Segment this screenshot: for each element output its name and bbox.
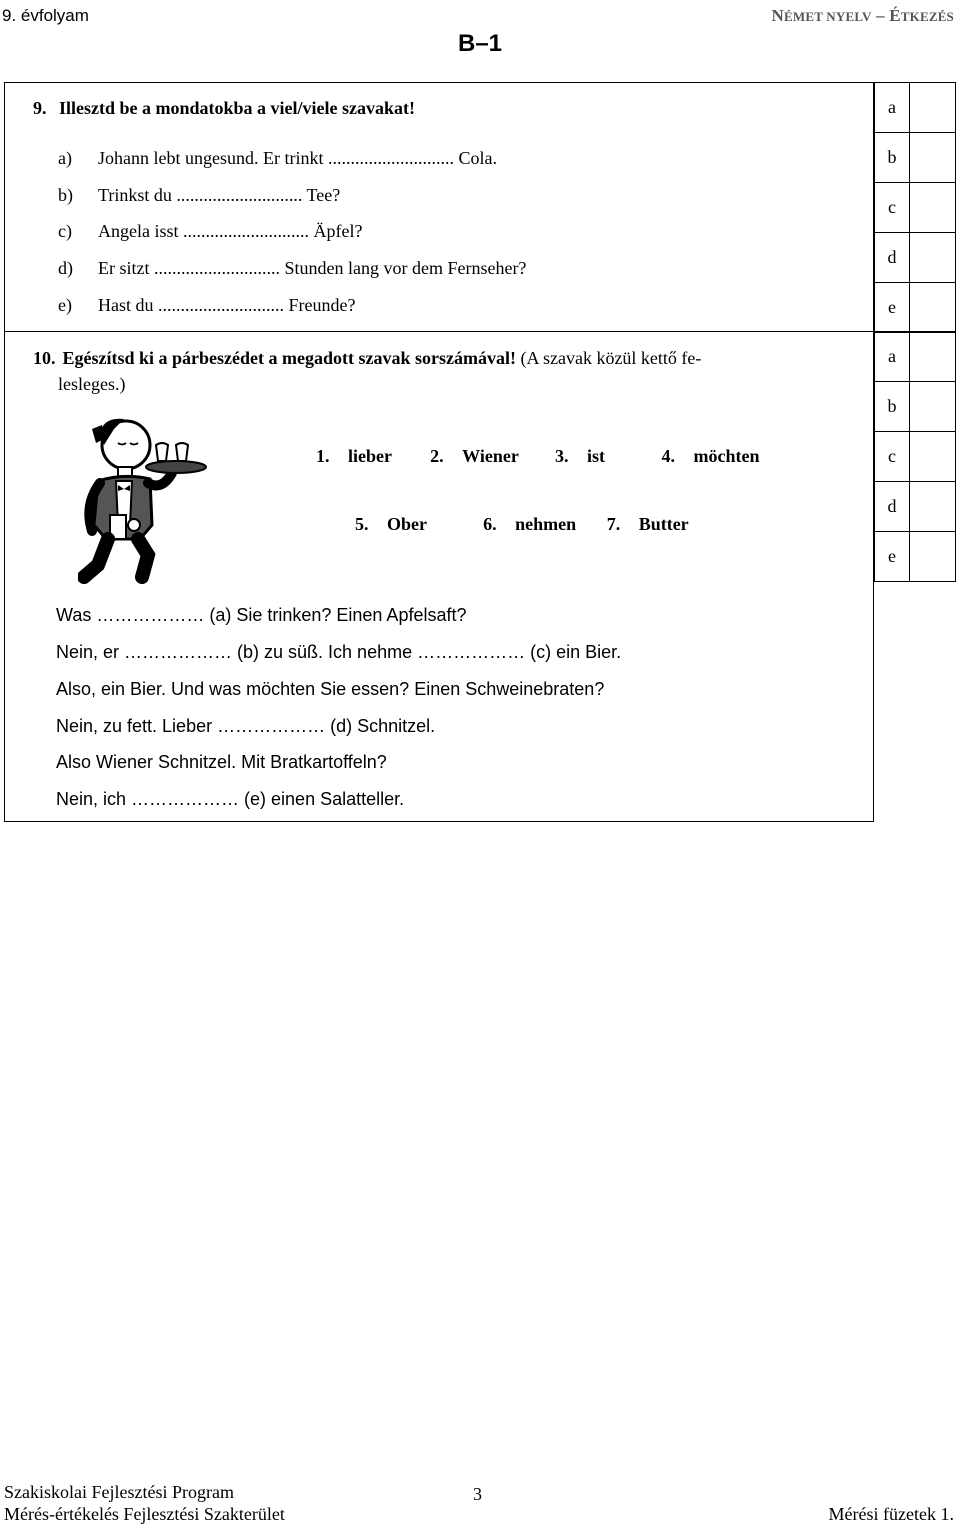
answer-cell[interactable] [910, 133, 955, 182]
word-bank-row2 [355, 514, 689, 535]
dialogue-line: Nein, ich ……………… (e) einen Salatteller. [56, 789, 405, 809]
footer-series: Mérési füzetek 1. [828, 1504, 954, 1524]
word-item: Ober [387, 514, 427, 534]
answer-cell[interactable] [910, 532, 955, 581]
dialogue-line: Also Wiener Schnitzel. Mit Bratkartoffeln? [56, 752, 387, 772]
word-item: nehmen [515, 514, 577, 534]
word-item: ist [587, 446, 605, 466]
word-number: 4. [661, 446, 675, 466]
item-text: Johann lebt ungesund. Er trinkt ............................ Cola. [98, 148, 497, 168]
word-item: möchten [693, 446, 760, 466]
item-label: b) [58, 185, 73, 205]
subject-part: É [889, 6, 901, 25]
item-label: a) [58, 148, 72, 168]
task9-number: 9. [33, 98, 47, 118]
answer-row [875, 283, 955, 332]
answer-row [875, 382, 955, 432]
task9-item [58, 295, 355, 316]
task9-instruction [33, 98, 415, 119]
task9-instruction-text: Illesztd be a mondatokba a viel/viele szavakat! [59, 98, 415, 118]
answer-cell[interactable] [910, 83, 955, 132]
answer-cell[interactable] [910, 382, 955, 431]
word-number: 3. [555, 446, 569, 466]
answer-label: e [875, 532, 910, 581]
answer-label: d [875, 482, 910, 531]
task10-instruction-note: (A szavak közül kettő fe- [520, 348, 702, 368]
item-label: d) [58, 258, 73, 278]
answer-cell[interactable] [910, 482, 955, 531]
waiter-illustration [78, 415, 218, 585]
answer-label: b [875, 382, 910, 431]
subject-title [772, 6, 955, 26]
dialogue-line: Was ……………… (a) Sie trinken? Einen Apfelsaft? [56, 605, 467, 625]
item-text: Er sitzt ............................ Stunden lang vor dem Fernseher? [98, 258, 527, 278]
answer-row [875, 133, 955, 183]
answer-label: d [875, 233, 910, 282]
answer-cell[interactable] [910, 432, 955, 481]
answer-cell[interactable] [910, 283, 955, 332]
item-text: Hast du ............................ Freunde? [98, 295, 356, 315]
subject-part: N [771, 6, 784, 25]
answer-row [875, 183, 955, 233]
word-number: 2. [430, 446, 444, 466]
task10-instruction [33, 348, 701, 369]
task10-answer-grid [874, 331, 956, 582]
answer-row [875, 532, 955, 581]
task10-number: 10. [33, 348, 56, 368]
task10-instruction-note-cont: lesleges.) [58, 374, 126, 394]
task9-answer-grid [874, 82, 956, 333]
dialogue-line: Nein, er ……………… (b) zu süß. Ich nehme ……………… (c) ein Bier. [56, 642, 622, 662]
footer-program: Szakiskolai Fejlesztési Program [4, 1482, 234, 1502]
answer-label: e [875, 283, 910, 332]
answer-label: c [875, 183, 910, 232]
word-item: lieber [348, 446, 392, 466]
word-number: 7. [606, 514, 621, 534]
answer-cell[interactable] [910, 332, 955, 381]
answer-row [875, 332, 955, 382]
booklet-code: B–1 [458, 30, 503, 57]
task9-item [58, 148, 497, 169]
item-text: Trinkst du ............................ Tee? [98, 185, 341, 205]
page-number: 3 [473, 1484, 482, 1504]
task9-item [58, 221, 362, 242]
answer-row [875, 432, 955, 482]
dialogue-line: Also, ein Bier. Und was möchten Sie essen? Einen Schweinebraten? [56, 679, 605, 699]
task9-item [58, 185, 340, 206]
word-number: 1. [316, 446, 330, 466]
subject-part: – [871, 6, 890, 25]
answer-label: b [875, 133, 910, 182]
item-label: e) [58, 295, 72, 315]
word-number: 5. [355, 514, 369, 534]
item-text: Angela isst ............................ Äpfel? [98, 221, 363, 241]
dialogue-line: Nein, zu fett. Lieber ……………… (d) Schnitzel. [56, 716, 436, 736]
footer-department: Mérés-értékelés Fejlesztési Szakterület [4, 1504, 285, 1524]
word-number: 6. [483, 514, 497, 534]
task9-item [58, 258, 526, 279]
section-divider [4, 331, 874, 332]
answer-row [875, 482, 955, 532]
subject-part: TKEZÉS [900, 9, 954, 24]
answer-row [875, 233, 955, 283]
word-item: Butter [638, 514, 689, 534]
answer-label: a [875, 83, 910, 132]
word-bank-row1 [316, 446, 760, 467]
answer-cell[interactable] [910, 233, 955, 282]
answer-label: a [875, 332, 910, 381]
subject-part: ÉMET NYELV [783, 9, 872, 24]
word-item: Wiener [462, 446, 519, 466]
item-label: c) [58, 221, 72, 241]
task10-instruction-bold: Egészítsd ki a párbeszédet a megadott szavak sorszámával! [62, 348, 516, 368]
grade-label: 9. évfolyam [2, 6, 89, 25]
answer-label: c [875, 432, 910, 481]
answer-row [875, 83, 955, 133]
answer-cell[interactable] [910, 183, 955, 232]
